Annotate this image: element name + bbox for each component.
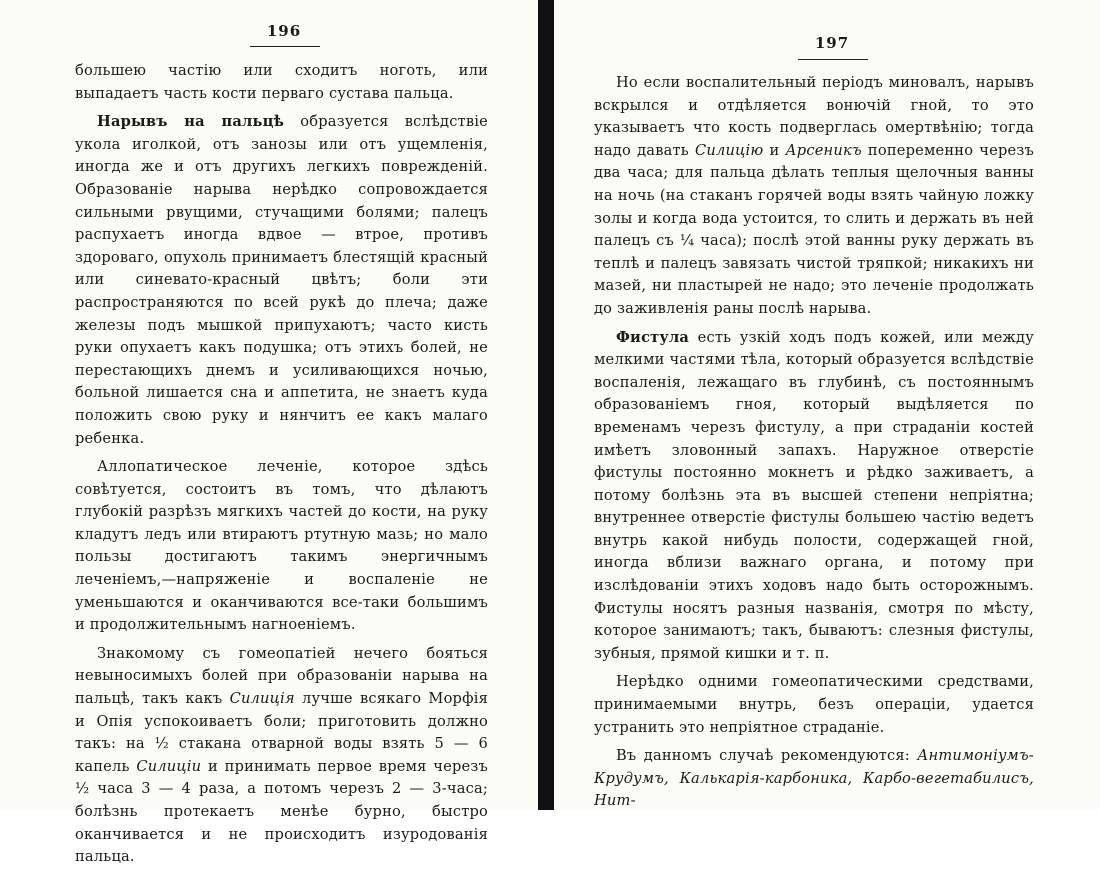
paragraph	[594, 671, 1034, 739]
italic-term: Силиціи	[136, 757, 202, 775]
text-run: образуется вслѣдствіе укола иголкой, отъ занозы или отъ ущемленія, иногда же и отъ другихъ легкихъ поврежденій. Образованіе нарыва нерѣдко сопровождается сильными рвущими, стучащими болями; палецъ распухаетъ иногда вдвое — втрое, противъ здороваго, опухоль принимаетъ блестящій красный или синевато-красный цвѣтъ; боли эти распространяются по всей рукѣ до плеча; даже железы подъ мышкой припухаютъ; часто кисть руки опухаетъ какъ подушка; отъ этихъ болей, не перестающихъ днемъ и усиливающихся ночью, больной лишается сна и аппетита, не знаетъ куда положить свою руку и нянчитъ ее какъ малаго ребенка.	[75, 113, 488, 447]
text-run: Нерѣдко одними гомеопатическими средствами, принимаемыми внутрь, безъ операціи, удается устранить это непріятное страданіе.	[594, 673, 1034, 736]
text-run: попеременно черезъ два часа; для пальца дѣлать теплыя щелочныя ванны на ночь (на стаканъ горячей воды взять чайную ложку золы и когда вода устоится, то слить и держать въ ней палецъ съ ¼ часа); послѣ этой ванны руку держать въ теплѣ и палецъ завязать чистой тряпкой; никакихъ ни мазей, ни пластырей не надо; это леченіе продолжать до заживленія раны послѣ нарыва.	[594, 141, 1034, 317]
text-run: есть узкій ходъ подъ кожей, или между мелкими частями тѣла, который образуется вслѣдствіе воспаленія, лежащаго въ глубинѣ, съ постояннымъ образованіемъ гноя, который выдѣляется по временамъ черезъ фистулу, а при страданіи костей имѣетъ зловонный запахъ. Наружное отверстіе фистулы постоянно мокнетъ и рѣдко заживаетъ, а потому болѣзнь эта въ высшей степени непріятна; внутреннее отверстіе фистулы большею частію ведетъ внутрь какой нибудь полости, содержащей гной, иногда вблизи важнаго органа, и потому при изслѣдованіи этихъ ходовъ надо быть осторожнымъ. Фистулы носятъ разныя названія, смотря по мѣсту, которое занимаютъ; такъ, бываютъ: слезныя фистулы, зубныя, прямой кишки и т. п.	[594, 328, 1034, 662]
paragraph	[75, 60, 488, 105]
text-run: Знакомому съ гомеопатіей нечего бояться невыносимыхъ болей при образованіи нарыва на пальцѣ, такъ какъ	[75, 644, 488, 708]
header-rule-left	[250, 46, 320, 47]
paragraph	[75, 643, 488, 869]
text-run: Въ данномъ случаѣ рекомендуются:	[616, 747, 918, 765]
paragraph	[75, 456, 488, 637]
text-run: и принимать первое время черезъ ½ часа 3 — 4 раза, а потомъ черезъ 2 — 3-часа; болѣзнь протекаетъ менѣе бурно, быстро оканчивается и не происходитъ изуродованія пальца.	[75, 757, 488, 866]
text-run: и	[763, 141, 786, 159]
bold-term: Нарывъ на пальцѣ	[97, 113, 285, 131]
left-page	[0, 0, 538, 866]
paragraph	[594, 72, 1034, 321]
text-run: большею частію или сходитъ ноготь, или выпадаетъ часть кости перваго сустава пальца.	[75, 62, 488, 102]
page-number-left: 196	[266, 22, 302, 40]
italic-term: Антимоніумъ-Крудумъ, Калькарія-карбоника, Карбо-вегетабилисъ, Нит-	[594, 747, 1034, 810]
text-run: Но если воспалительный періодъ миновалъ, нарывъ вскрылся и отдѣляется вонючій гной, то это указываетъ что кость подверглась омертвѣнію; тогда надо давать	[594, 74, 1034, 159]
paragraph	[594, 327, 1034, 666]
paragraph	[594, 745, 1034, 813]
header-rule-right	[798, 59, 868, 60]
book-gutter	[538, 0, 554, 810]
text-run: Аллопатическое леченіе, которое здѣсь совѣтуется, состоитъ въ томъ, что дѣлаютъ глубокій разрѣзъ мягкихъ частей до кости, на руку кладутъ ледъ или втираютъ ртутную мазь; но мало пользы достигаютъ такимъ энергичнымъ леченіемъ,—напряженіе и воспаленіе не уменьшаются и оканчиваются все-таки большимъ и продолжительнымъ нагноеніемъ.	[75, 458, 488, 634]
italic-term: Арсеникъ	[785, 141, 862, 159]
right-page	[554, 0, 1100, 810]
left-page-text	[75, 60, 488, 875]
page-number-right: 197	[814, 34, 850, 52]
italic-term: Силиція	[229, 690, 295, 708]
bold-term: Фистула	[616, 328, 690, 346]
right-page-text	[594, 72, 1034, 819]
italic-term: Силицію	[695, 141, 764, 159]
paragraph	[75, 111, 488, 450]
text-run: лучше всякаго Морфія и Опія успокоиваетъ боли; приготовить должно такъ: на ½ стакана отварной воды взять 5 — 6 капель	[75, 690, 488, 775]
